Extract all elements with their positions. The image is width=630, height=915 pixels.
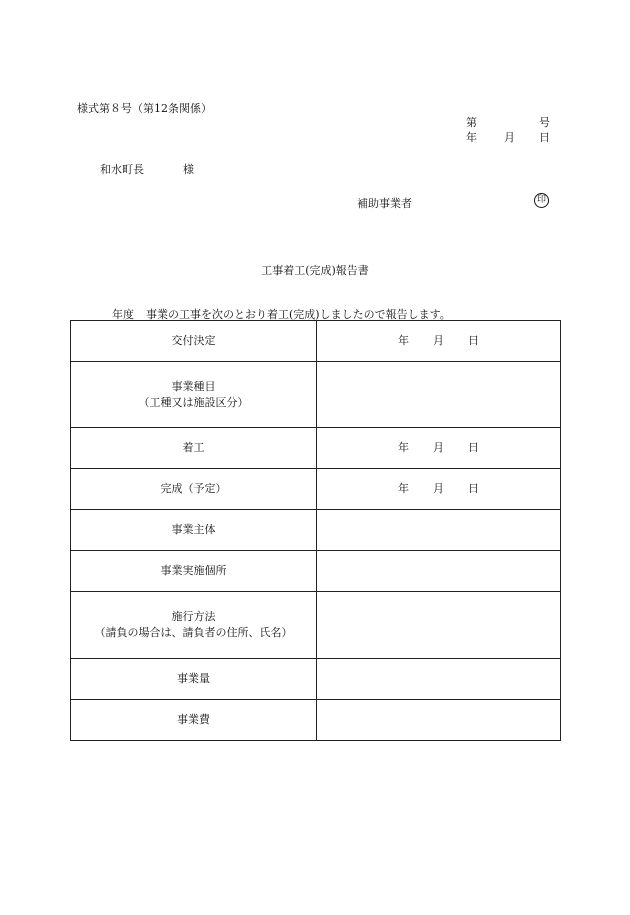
row-value-cell xyxy=(317,592,561,659)
addressee-honorific: 様 xyxy=(183,163,194,176)
row-label-cell xyxy=(71,592,317,659)
row-label: 完成（予定） xyxy=(160,482,227,495)
date-year-unit: 年 xyxy=(398,441,409,454)
table-row xyxy=(71,469,561,510)
header-date-month: 月 xyxy=(504,131,515,144)
row-value-cell xyxy=(317,362,561,428)
row-value-cell xyxy=(317,321,561,362)
row-label-cell xyxy=(71,469,317,510)
row-label-cell xyxy=(71,321,317,362)
row-value-cell xyxy=(317,428,561,469)
row-value-cell xyxy=(317,469,561,510)
applicant-label: 補助事業者 xyxy=(357,197,412,210)
table-row xyxy=(71,551,561,592)
table-row xyxy=(71,659,561,700)
date-month-unit: 月 xyxy=(433,441,444,454)
table-row xyxy=(71,510,561,551)
intro-statement: 事業の工事を次のとおり着工(完成)しましたので報告します。 xyxy=(146,308,451,321)
row-label: 事業主体 xyxy=(171,523,216,536)
document-title: 工事着工(完成)報告書 xyxy=(261,264,369,277)
table-row xyxy=(71,321,561,362)
row-value-cell xyxy=(317,659,561,700)
row-value-cell xyxy=(317,551,561,592)
document-number-prefix: 第 xyxy=(466,116,477,129)
header-date-day: 日 xyxy=(539,131,550,144)
row-label-cell xyxy=(71,700,317,741)
seal-mark: 印 xyxy=(534,193,549,208)
intro-fiscal-year: 年度 xyxy=(112,308,134,321)
date-month-unit: 月 xyxy=(433,334,444,347)
date-day-unit: 日 xyxy=(468,334,479,347)
document-number-suffix: 号 xyxy=(539,116,550,129)
table-row xyxy=(71,592,561,659)
row-label-cell xyxy=(71,510,317,551)
row-label-cell xyxy=(71,362,317,428)
report-table xyxy=(70,320,561,741)
row-label: 事業実施個所 xyxy=(160,564,227,577)
row-label: 着工 xyxy=(182,441,205,454)
row-value-cell xyxy=(317,510,561,551)
row-value-cell xyxy=(317,700,561,741)
date-year-unit: 年 xyxy=(398,334,409,347)
date-month-unit: 月 xyxy=(433,482,444,495)
row-label-cell xyxy=(71,428,317,469)
row-label: 事業量 xyxy=(177,672,210,685)
row-label: 事業種目 xyxy=(171,379,216,393)
header-date-year: 年 xyxy=(466,131,477,144)
date-day-unit: 日 xyxy=(468,482,479,495)
table-row xyxy=(71,700,561,741)
date-year-unit: 年 xyxy=(398,482,409,495)
addressee: 和水町長 xyxy=(100,163,144,176)
row-label: 事業費 xyxy=(177,713,210,726)
table-row xyxy=(71,362,561,428)
form-number: 様式第８号（第12条関係） xyxy=(77,102,212,115)
row-label-cell xyxy=(71,551,317,592)
row-label: 施行方法 xyxy=(171,610,216,623)
table-row xyxy=(71,428,561,469)
row-label-sub: （請負の場合は、請負者の住所、氏名） xyxy=(94,626,293,639)
row-label-cell xyxy=(71,659,317,700)
row-label: 交付決定 xyxy=(171,334,216,347)
row-label-sub: （工種又は施設区分） xyxy=(138,395,249,409)
date-day-unit: 日 xyxy=(468,441,479,454)
